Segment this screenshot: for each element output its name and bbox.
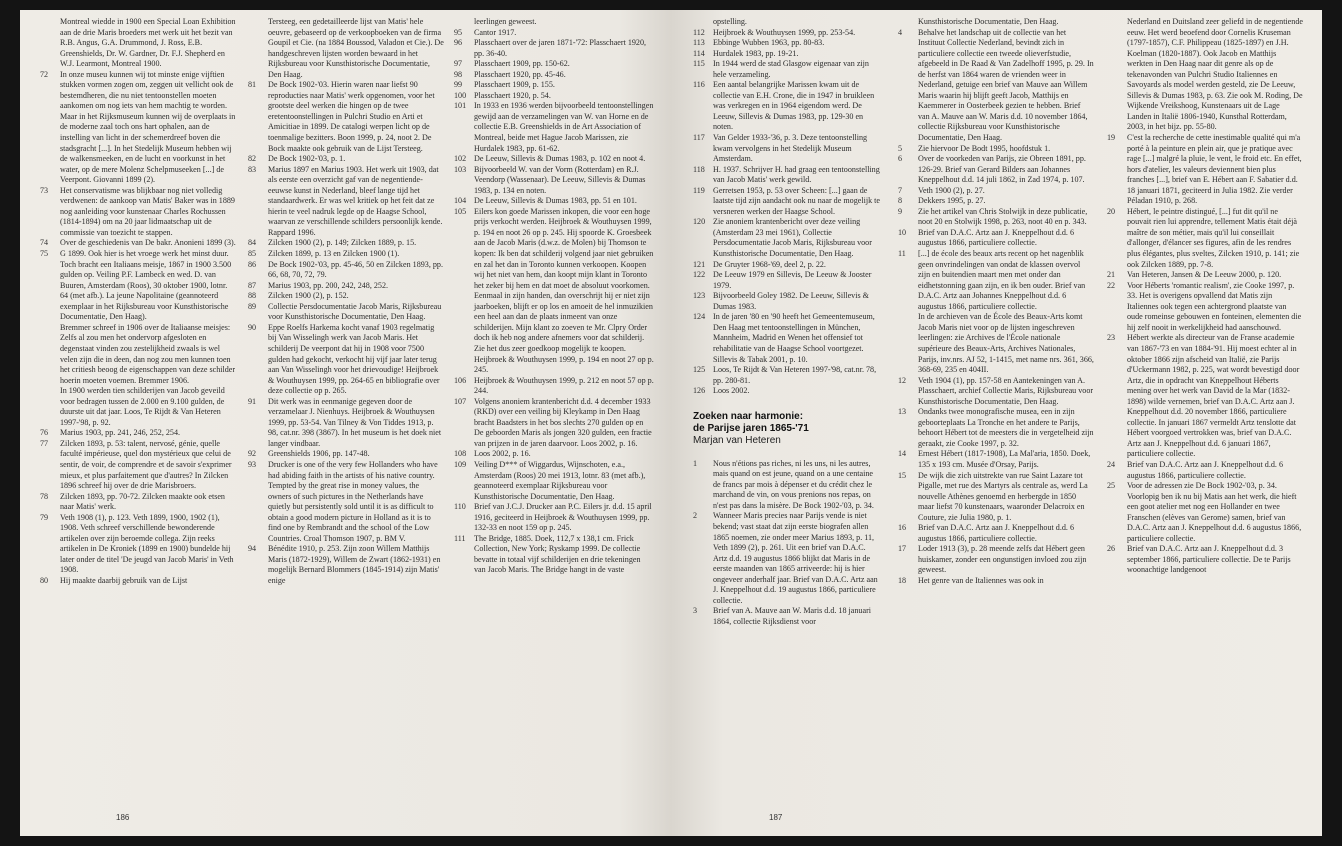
- footnote-text: De Bock 1902-'03, pp. 45-46, 50 en Zilcken 1893, pp. 66, 68, 70, 72, 79.: [268, 259, 443, 280]
- footnote-number: 111: [454, 533, 466, 543]
- footnote-number: 123: [693, 291, 706, 301]
- footnote-text: Over de geschiedenis van De bakr. Anonieni 1899 (3).: [60, 238, 236, 248]
- footnote: [248, 323, 444, 397]
- footnote-text: Heijbroek & Wouthuysen 1999, pp. 253-54.: [713, 27, 856, 37]
- footnote-text: Hébert, le peintre distingué, [...] fut dit qu'il ne pouvait rien lui apprendre, tellement Matis était déjà maître de son métier, mais qu'il lui conseillait d'allonger, d'élancer ses figures, afin de les rendres plus élégantes, plus sveltes, Zilcken 1910, p. 141; zie ook Zilcken 1889, pp. 7-8.: [1127, 206, 1300, 269]
- left-page: [20, 10, 671, 836]
- article-title-line-1: Zoeken naar harmonie:: [693, 410, 804, 422]
- footnote: [898, 407, 1094, 449]
- footnote: [248, 260, 444, 281]
- footnote-text: Marius 1903, pp. 200, 242, 248, 252.: [268, 280, 389, 290]
- footnote-text: Hurdalek 1983, pp. 19-21.: [713, 48, 799, 58]
- footnote-number: 124: [693, 312, 706, 322]
- footnote: [898, 196, 1094, 207]
- footnote: [248, 291, 444, 302]
- footnote-text: Loos, Te Rijdt & Van Heteren 1997-'98, cat.nr. 78, pp. 280-81.: [713, 365, 877, 385]
- footnote-number: 97: [454, 59, 463, 69]
- footnote: [898, 544, 1094, 576]
- footnote-number: 96: [454, 38, 463, 48]
- footnote: [40, 323, 236, 386]
- footnote-text: Volgens anoniem krantenbericht d.d. 4 december 1933 (RKD) over een veiling bij Kleykamp in Den Haag bracht Baadsters in het bos slechts 270 gulden op en De geboorden Maris als jongen 320 gulden, een fractie van prijzen in de jaren daarvoor. Loos 2002, p. 16.: [474, 396, 652, 448]
- footnote-text: Tersteeg, een gedetailleerde lijst van Matis' hele oeuvre, gebaseerd op de verkoopboeken van de firma Goupil et Cie. (na 1884 Boussod, Valadon et Cie.). De handgeschreven lijsten worden bewaard in het Rijksbureau voor Kunsthistorische Documentatie, Den Haag.: [268, 17, 444, 79]
- footnote-number: 77: [40, 438, 49, 448]
- footnote-number: 13: [898, 407, 907, 417]
- footnote-number: 73: [40, 185, 49, 195]
- footnote: [454, 80, 654, 91]
- footnote-number: 91: [248, 396, 257, 406]
- footnote: [454, 376, 654, 397]
- footnote-text: opstelling.: [713, 17, 747, 26]
- footnote-number: 126: [693, 386, 706, 396]
- footnote: [454, 460, 654, 502]
- footnote: [1107, 281, 1303, 334]
- footnote: [693, 49, 881, 60]
- notes-block-1: [693, 17, 881, 397]
- footnote-text: Van Heteren, Jansen & De Leeuw 2000, p. 120.: [1127, 270, 1282, 280]
- footnote-number: 2: [693, 511, 698, 521]
- footnote-number: 14: [898, 449, 907, 459]
- footnote: [248, 238, 444, 249]
- footnote-number: 5: [898, 143, 903, 153]
- footnote-text: Zilcken 1900 (2), p. 152.: [268, 291, 349, 301]
- footnote: [454, 207, 654, 376]
- footnote: [898, 144, 1094, 155]
- footnote-number: 116: [693, 80, 705, 90]
- footnote-text: Behalve het landschap uit de collectie van het Instituut Collectie Nederland, bevindt zich in particuliere collectie een tweede olieverfstudie, afgebeeld in De Raad & Van Zadelhoff 1995, p. 29. In de herfst van 1864 waren de vrienden weer in Nederland, getuige een brief van Mauve aan Willem Maris waarin hij blijft geeft Jacob, Matthijs en Kaemmerer in Oosterbeek gezien te hebben. Brief van A. Mauve aan W. Maris d.d. 10 november 1864, collectie Rijksbureau voor Kunsthistorische Documentatie, Den Haag.: [918, 27, 1094, 143]
- footnote-number: 10: [898, 227, 907, 237]
- footnote-text: H. 1937. Schrijver H. had graag een tentoonstelling van Jacob Matis' werk gewild.: [713, 164, 880, 185]
- right-page: [671, 10, 1322, 836]
- footnote-number: 108: [454, 449, 467, 459]
- footnote-text: C'est la recherche de cette inestimable qualité qui m'a porté à la peinture en plein air, que je pratique avec rage [...] malgré la pluie, le vent, le froid etc. En effet, hors d'atelier, les valeurs deviennent bien plus franches [...], brief van E. Hébert aan F. Sabatier d.d. 18 januari 1871, geciteerd in Julia 1982. Zie verder Péladan 1910, p. 268.: [1127, 133, 1302, 206]
- left-column-3: [454, 17, 654, 808]
- footnote-text: Eilers kon goede Marissen inkopen, die voor een hoge prijs verkocht werden. Heijbroek & Wouthuysen 1999, p. 194 en noot 26 op p. 245. Hij spoorde K. Groesbeek aan de Jacob Maris (d.w.z. de Molen) bij Thomson te kopen: Ik ben dat schilderij volgend jaar niet gebruiken en zal het dan in Toronto kunnen verkoopen. Koopen wij het niet van hem, dan koopt mijn klant in Toronto het zeker bij hem en dat moet de absoluut voorkomen. Eenmaal in zijn handen, dan overschrijt hij er niet zijn jaarboeken, blijft er op los en amoeit de hel inmuzikien een heel aan dan de plaats inmeent van onze schilderijen. Mijn klant zo zoeven te Mr. Clpry Order doch ik heb nog andere afnemers voor dat schilderij. Zie het dus zeer goedkoop mogelijk te koopen. Heijbroek & Wouthuysen 1999, p. 194 en noot 27 op p. 245.: [474, 206, 654, 375]
- footnote-text: Veth 1904 (1), pp. 157-58 en Aantekeningen van A. Plasschaert, archief Collectie Maris, Rijksbureau voor Kunsthistorische Documentatie, Den Haag.: [918, 375, 1094, 406]
- article-title-line-2: de Parijse jaren 1865-'71: [693, 422, 809, 434]
- footnote-number: 84: [248, 238, 257, 248]
- footnote: [693, 291, 881, 312]
- footnote: [693, 165, 881, 186]
- footnote-number: 115: [693, 59, 705, 69]
- footnote-text: Een aantal belangrijke Marissen kwam uit de collectie van E.H. Crone, die in 1947 in bruikleen was verkregen en in 1964 eigendom werd. De Leeuw, Sillevis & Dumas 1983, pp. 129-30 en noten.: [713, 80, 875, 132]
- footnote-number: 80: [40, 575, 49, 585]
- footnote: [693, 312, 881, 365]
- footnote-number: 105: [454, 206, 467, 216]
- footnote-text: Drucker is one of the very few Hollanders who have had abiding faith in the artists of his native country. Tempted by the great rise in money values, the owners of such pictures in the Netherlands have quietly but persistently sold until it is as difficult to obtain a good modern picture in Holland as it is to find one by Rembrandt and the school of the Low Countries. Croal Thomson 1907, p. BM V.: [268, 459, 438, 543]
- footnote-text: De Gruyter 1968-'69, deel 2, p. 22.: [713, 259, 826, 269]
- footnote-text: Ondanks twee monografische musea, een in zijn geboorteplaats La Tronche en het andere te Parijs, behoort Hébert tot de meesters die in vergetelheid zijn geraakt, zie Cooke 1997, p. 32.: [918, 407, 1094, 448]
- footnote-number: 118: [693, 164, 705, 174]
- footnote-number: 112: [693, 27, 705, 37]
- footnote-number: 16: [898, 523, 907, 533]
- footnote: [693, 186, 881, 218]
- footnote-text: De Bock 1902-'03. Hierin waren naar liefst 90 reproducties naar Matis' werk opgenomen, voor het grootste deel werken die hingen op de twee eretentoonstellingen in Pulchri Studio en Arti et Amicitiae in 1899. De catalogi werpen licht op de toenmalige bezitters. Boon 1999, p. 24, noot 2. De Bock maakte ook gebruik van de Lijst Tersteeg.: [268, 80, 435, 153]
- footnote: [454, 28, 654, 39]
- footnote: [693, 80, 881, 133]
- footnote: [248, 544, 444, 586]
- footnote: [693, 28, 881, 39]
- footnote-text: De Leeuw 1979 en Sillevis, De Leeuw & Jooster 1979.: [713, 270, 872, 290]
- footnote-text: Gerretsen 1953, p. 53 over Scheen: [...] gaan de laatste tijd zijn aandacht ook nu naar de mogelijk te versneren werken der Haagse School.: [713, 185, 880, 216]
- footnote-number: 101: [454, 101, 467, 111]
- footnote-text: Voor de adressen zie De Bock 1902-'03, p. 34. Voorlopig ben ik nu bij Matis aan het werk, die hieft een goot atelier met nog een Hollander en twee Franschen (elèves van Gerome) samen, brief van D.A.C. Artz aan J. Kneppelhout d.d. 6 augustus 1866, particuliere collectie.: [1127, 481, 1302, 543]
- footnote-number: 113: [693, 38, 705, 48]
- footnote-text: Plasschaert 1909, pp. 150-62.: [474, 59, 570, 69]
- footnote-text: In de jaren '80 en '90 heeft het Gemeentemuseum, Den Haag met tentoonstellingen in München, Mannheim, Madrid en Wenen het offensief tot rehabilitatie van de Haagse School voortgezet. Sillevis & Tabak 2001, p. 10.: [713, 312, 875, 364]
- footnote: [693, 365, 881, 386]
- footnote-number: 3: [693, 606, 698, 616]
- footnote-text: G 1899. Ook hier is het vroege werk het minst duur. Toch bracht een Italiaans meisje, 1867 in 1900 3.500 gulden op. Veiling P.F. Lambeck en wed. D. van Buuren, Amsterdam (Roos), 30 oktober 1900, lotnr. 64 (met afb.). La jeune Napolitaine (geannoteerd exemplaar in het Rijksbureau voor Kunsthistorische Documentatie, Den Haag).: [60, 249, 232, 322]
- footnote: [693, 606, 881, 627]
- footnote: [1107, 270, 1303, 281]
- footnote: [40, 249, 236, 323]
- footnote-text: Zilcken 1893, p. 53: talent, nervosé, génie, quelle faculté impérieuse, quel don mystérieux que celui de sentir, de voir, de comprendre et de savoir s'exprimer mieux, et plus parfaitement que d'autres? In Zilcken 1896 schreef hij over de drie Marisbroers.: [60, 438, 232, 491]
- footnote: [40, 238, 236, 249]
- footnote: [248, 302, 444, 323]
- right-column-1: [693, 17, 881, 808]
- footnote-text: Veiling D*** of Wiggardus, Wijnschoten, e.a., Amsterdam (Roos) 20 mei 1913, lotnr. 83 (met afb.), geannoteerd exemplaar Rijksbureau voor Kunsthistorische Documentatie, Den Haag.: [474, 459, 646, 501]
- footnote: [248, 17, 444, 80]
- footnote-number: 81: [248, 80, 257, 90]
- footnote-number: 103: [454, 164, 467, 174]
- footnote-number: 24: [1107, 459, 1116, 469]
- footnote: [898, 576, 1094, 587]
- footnote: [693, 386, 881, 397]
- footnote-number: 78: [40, 491, 49, 501]
- footnote-number: 88: [248, 291, 257, 301]
- footnote: [454, 59, 654, 70]
- right-column-3: [1107, 17, 1303, 808]
- footnote: [693, 38, 881, 49]
- footnote: [693, 17, 881, 28]
- footnote: [248, 460, 444, 544]
- footnote: [1107, 333, 1303, 460]
- footnote-number: 11: [898, 249, 906, 259]
- footnote: [898, 186, 1094, 197]
- footnote: [693, 260, 881, 271]
- footnote-number: 125: [693, 365, 706, 375]
- footnote-number: 120: [693, 217, 706, 227]
- footnote-text: Brief van D.A.C. Artz aan J. Kneppelhout d.d. 6 augustus 1866, particuliere collectie.: [918, 227, 1074, 248]
- footnote: [454, 534, 654, 576]
- footnote: [40, 492, 236, 513]
- footnote-text: Zilcken 1893, pp. 70-72. Zilcken maakte ook etsen naar Matis' werk.: [60, 491, 225, 512]
- footnote-text: Marius 1903, pp. 241, 246, 252, 254.: [60, 428, 181, 438]
- footnote-number: 1: [693, 458, 698, 468]
- footnote-number: 87: [248, 280, 257, 290]
- footnote-number: 90: [248, 322, 257, 332]
- footnote-number: 104: [454, 196, 467, 206]
- footnote-number: 9: [898, 206, 903, 216]
- footnote-text: Brief van A. Mauve aan W. Maris d.d. 18 januari 1864, collectie Rijksdienst voor: [713, 606, 872, 626]
- footnote: [898, 249, 1094, 312]
- footnote: [693, 511, 881, 606]
- footnote-number: 102: [454, 154, 467, 164]
- left-column-2: [248, 17, 444, 808]
- footnote-number: 93: [248, 459, 257, 469]
- footnote: [40, 428, 236, 439]
- footnote: [898, 28, 1094, 144]
- footnote: [248, 449, 444, 460]
- footnote-text: Bijvoorbeeld Goley 1982. De Leeuw, Sillevis & Dumas 1983.: [713, 291, 869, 311]
- footnote-number: 22: [1107, 280, 1116, 290]
- footnote: [248, 249, 444, 260]
- footnote-number: 21: [1107, 270, 1116, 280]
- footnote: [693, 133, 881, 165]
- footnote-number: 109: [454, 459, 467, 469]
- footnote-number: 6: [898, 154, 903, 164]
- footnote-number: 12: [898, 375, 907, 385]
- footnote-text: leerlingen geweest.: [474, 17, 537, 26]
- footnote-text: Hébert werkte als directeur van de Franse academie van 1867-'73 en van 1884-'91. Hij moest echter al in oktober 1866 zijn afscheid van Italië, zie Parijs d'Uckermann 1982, p. 225, wat wordt bevestigd door Artz, die in opdracht van Kneppelhout Héberts mening over het werk van David de la Mar (1832-1898) wilde vernemen, brief van D.A.C. Artz aan J. Kneppelhout d.d. 20 november 1866, particuliere collectie. In januari 1867 vermeldt Artz tenslotte dat Hébert voorgoed vertrokken was, brief van D.A.C. Artz aan J. Kneppelhout d.d. 6 januari 1867, particuliere collectie.: [1127, 333, 1300, 459]
- footnote-text: De Leeuw, Sillevis & Dumas 1983, p. 102 en noot 4.: [474, 154, 646, 164]
- footnote: [454, 101, 654, 154]
- footnote-text: Cantor 1917.: [474, 27, 517, 37]
- footnote-number: 79: [40, 512, 49, 522]
- footnote-text: Bremmer schreef in 1906 over de Italiaanse meisjes: Zelfs al zou men het ondervorp afgesloten en degenstaat vinden zou zestelijkheid zwaals is wel velen zijn die in deen, dan nog zou men kunnen toen het critiesh beoog de eigenschappen van deze schilder hoerin moeten voemen. Bremmer 1906.: [60, 322, 236, 385]
- footnote: [248, 281, 444, 292]
- footnote: [454, 91, 654, 102]
- footnote-text: Brief van D.A.C. Artz aan J. Kneppelhout d.d. 6 augustus 1866, particuliere collectie.: [1127, 459, 1283, 480]
- footnote-text: Veth 1900 (2), p. 27.: [918, 185, 985, 195]
- footnote: [454, 502, 654, 534]
- footnote-number: 19: [1107, 133, 1116, 143]
- footnote-text: In 1900 werden tien schilderijen van Jacob geveild voor bedragen tussen de 2.000 en 9.100 gulden, de duurste uit dat jaar. Loos, Te Rijdt & Van Heteren 1997-'98, p. 92.: [60, 386, 225, 427]
- footnote-number: 95: [454, 27, 463, 37]
- book-spread: [20, 10, 1322, 836]
- notes-block-2: [693, 459, 881, 628]
- footnote-text: Plasschaert 1920, p. 54.: [474, 90, 551, 100]
- footnote: [454, 38, 654, 59]
- footnote: [454, 397, 654, 450]
- footnote-text: Brief van D.A.C. Artz aan J. Kneppelhout d.d. 6 augustus 1866, particuliere collectie.: [918, 523, 1074, 543]
- footnote: [40, 186, 236, 239]
- footnote-number: 72: [40, 69, 49, 79]
- footnote-number: 75: [40, 249, 49, 259]
- footnote-text: Nous n'étions pas riches, ni les uns, ni les autres, mais quand on est jeune, quand on a une centaine de francs par mois à dépenser et du crédit chez le marchand de vin, on vous prenions nos repas, on n'est pas dans la misère. De Bock 1902-'03, p. 34.: [713, 458, 874, 510]
- footnote-text: Zilcken 1899, p. 13 en Zilcken 1900 (1).: [268, 249, 400, 259]
- footnote: [454, 154, 654, 165]
- footnote-text: Plasschaert 1920, pp. 45-46.: [474, 69, 566, 79]
- footnote-text: Zie het artikel van Chris Stolwijk in deze publicatie, noot 20 en Stolwijk 1998, p. 263, noot 40 en p. 343.: [918, 206, 1088, 227]
- footnote: [1107, 133, 1303, 207]
- footnote-text: Loder 1913 (3), p. 28 meende zelfs dat Hébert geen huiskamer, zonder een ongunstigen invloed zou zijn geweest.: [918, 544, 1087, 575]
- footnote-number: 121: [693, 259, 706, 269]
- footnote: [248, 80, 444, 154]
- footnote-text: Dekkers 1995, p. 27.: [918, 196, 986, 206]
- footnote-text: In onze museu kunnen wij tot minste enige vijftien stukken vormen zogen om, zeggen uit vellicht ook de bestemdheren, die nu niet tentoonstellen moeten aankomen om nog iets van hem machtig te worden. Maar in het Rijksmuseum kunnen wij de overplaats in de moderne zaal toch ons hart ophalen, aan de instelling van licht in der schemerdreef boven die stadsgracht [...]. In het Stedelijk Museum hebben wij de walkensmeeken, en de lucht en voorkunst in het water, op de mere Molenz Schelpmuseeken [...] de Veerpont. Giovanni 1899 (2).: [60, 69, 236, 185]
- footnote-number: 17: [898, 544, 907, 554]
- footnote-number: 8: [898, 196, 903, 206]
- footnote-text: The Bridge, 1885. Doek, 112,7 x 138,1 cm. Frick Collection, New York; Ryskamp 1999. De collectie bevatte in totaal vijf schilderijen en drie tekeningen van Jacob Maris. The Bridge hangt in de vaste: [474, 533, 641, 575]
- footnote-text: Wanneer Maris precies naar Parijs vende is niet bekend; vast staat dat zijn eerste biografen allen 1865 noemen, zie onder meer Marius 1893, p. 11, Veth 1899 (2), p. 261. Uit een brief van D.A.C. Artz d.d. 19 augustus 1866 blijkt dat Maris in de eerste maanden van 1865 arriveerde: hij is hier ongeveer anderhalf jaar. Brief van D.A.C. Artz aan J. Kneppelhout d.d. 19 augustus 1866, particuliere collectie.: [713, 511, 878, 605]
- footnote: [40, 439, 236, 492]
- footnote: [898, 154, 1094, 186]
- page-number-left: 186: [116, 813, 130, 822]
- footnote-text: In 1944 werd de stad Glasgow eigenaar van zijn hele verzameling.: [713, 59, 869, 79]
- footnote-number: 117: [693, 133, 705, 143]
- footnote: [1107, 207, 1303, 270]
- footnote-number: 119: [693, 185, 705, 195]
- footnote: [693, 217, 881, 259]
- footnote: [454, 449, 654, 460]
- article-title: [693, 411, 881, 435]
- footnote: [454, 196, 654, 207]
- footnote-text: Loos 2002, p. 16.: [474, 449, 531, 459]
- footnote-text: Nederland en Duitsland zeer geliefd in de negentiende eeuw. Het werd beoefend door Cornelis Kruseman (1797-1857), C.F. Philippeau (1825-1897) en J.H. Koelman (1820-1887). Ook Jacob en Matthijs werkten in Den Haag naar dit genre als op de tekenavonden van Pulchri Studio Italiennes en Savoyards als model werden gesteld, zie De Leeuw, Sillevis & Dumas 1983, p. 63. Zie ook M. Roding, De Wijkende Vreikshoog, Kunstenaars uit de Lage Landen in Italië 1806-1940, Kunsthal Rotterdam, 2003, in het bijz. pp. 55-80.: [1127, 17, 1303, 132]
- footnote: [248, 154, 444, 165]
- footnote: [898, 17, 1094, 28]
- footnote-text: Plasschaert over de jaren 1871-'72: Plasschaert 1920, pp. 36-40.: [474, 38, 647, 58]
- footnote-text: Marius 1897 en Marius 1903. Het werk uit 1903, dat als eerste een overzicht gaf van de negentiende-eeuwse kunst in Nederland, bleef lange tijd het standaardwerk. Er was wel kritiek op het feit dat ze hierin te veel nadruk legde op de Haagse School, waarvan ze verschillende schilders persoonlijk kende. Rappard 1996.: [268, 164, 443, 237]
- footnote-text: De Bock 1902-'03, p. 1.: [268, 154, 346, 164]
- right-column-2: [898, 17, 1094, 808]
- footnote: [1107, 481, 1303, 544]
- footnote-number: 83: [248, 164, 257, 174]
- footnote-text: Van Gelder 1933-'36, p. 3. Deze tentoonstelling kwam vervolgens in het Stedelijk Museum Amsterdam.: [713, 133, 868, 164]
- footnote: [248, 397, 444, 450]
- footnote-text: De wijk die zich uitstrekte van rue Saint Lazare tot Pigalle, met rue des Martyrs als centrale as, werd La nouvelle Athènes genoemd en herbergde in 1850 maar liefst 70 kunstenaars, waaronder Delacroix en Couture, zie Julia 1980, p. 1.: [918, 470, 1088, 522]
- footnote-number: 106: [454, 375, 467, 385]
- footnote-number: 114: [693, 48, 705, 58]
- footnote: [40, 386, 236, 428]
- footnote: [898, 312, 1094, 375]
- footnote-number: 98: [454, 69, 463, 79]
- footnote: [454, 165, 654, 197]
- footnote-text: Montreal wiedde in 1900 een Special Loan Exhibition aan de drie Maris broeders met werk uit het bezit van R.B. Angus, G.A. Drummond, J. Ross, E.B. Greenshields, Dr. W. Gardner, Dr. F.J. Shepherd en W.J. Learmont, Montreal 1900.: [60, 17, 236, 69]
- footnote-number: 15: [898, 470, 907, 480]
- footnote-text: Eppe Roelfs Harkema kocht vanaf 1903 regelmatig bij Van Wisselingh werk van Jacob Maris. Het schilderij De veerpont dat hij in 1908 voor 7500 gulden had gekocht, verkocht hij vijf jaar later terug aan Van Wisselingh voor het drievoudige! Heijbroek & Wouthuysen 1999, pp. 264-65 en bibliografie over deze collectie op p. 265.: [268, 322, 440, 396]
- footnote-text: Brief van J.C.J. Drucker aan P.C. Eilers jr. d.d. 15 april 1916, geciteerd in Heijbroek & Wouthuysen 1999, pp. 132-33 en noot 159 op p. 245.: [474, 502, 652, 533]
- footnote-number: 82: [248, 154, 257, 164]
- footnote-number: 20: [1107, 206, 1116, 216]
- footnote-text: Dit werk was in eenmanige gegeven door de verzamelaar J. Nienhuys. Heijbroek & Wouthuysen 1999, pp. 53-54. Van Tilney & Von Tiddes 1913, p. 98, cat.nr. 398 (3867). In het museum is het doek niet langer vindbaar.: [268, 396, 442, 448]
- article-author: Marjan van Heteren: [693, 434, 781, 446]
- footnote: [693, 270, 881, 291]
- footnote-number: 94: [248, 544, 257, 554]
- footnote-text: Greenshields 1906, pp. 147-48.: [268, 449, 370, 459]
- footnote: [454, 70, 654, 81]
- footnote-text: Bénédite 1910, p. 253. Zijn zoon Willem Matthijs Maris (1872-1929), Willem de Zwart (1862-1931) en mogelijk Bernard Blommers (1845-1914) zijn Matis' enige: [268, 544, 441, 585]
- footnote-text: Bijvoorbeeld W. van der Vorm (Rotterdam) en R.J. Veendorp (Wassenaar). De Leeuw, Sillevis & Dumas 1983, p. 134 en noten.: [474, 164, 646, 195]
- footnote-number: 76: [40, 428, 49, 438]
- footnote-text: Veth 1908 (1), p. 123. Veth 1899, 1900, 1902 (1), 1908. Veth schreef verschillende bewonderende artikelen over zijn beroemde collega. Zijn reeks artikelen in De Kroniek (1899 en 1900) bundelde hij later onder de titel 'De jeugd van Jacob Maris' in Veth 1908.: [60, 512, 234, 575]
- footnote-number: 110: [454, 502, 466, 512]
- footnote-text: Zilcken 1900 (2), p. 149; Zilcken 1889, p. 15.: [268, 238, 417, 248]
- footnote: [40, 513, 236, 576]
- footnote-text: Brief van D.A.C. Artz aan J. Kneppelhout d.d. 3 september 1866, particuliere collectie. De te Parijs woonachtige landgenoot: [1127, 544, 1291, 575]
- footnote-text: Hij maakte daarbij gebruik van de Lijst: [60, 575, 188, 585]
- footnote-number: 100: [454, 90, 467, 100]
- footnote-number: 26: [1107, 544, 1116, 554]
- footnote: [40, 576, 236, 587]
- footnote-number: 89: [248, 301, 257, 311]
- footnote: [1107, 460, 1303, 481]
- footnote-text: De Leeuw, Sillevis & Dumas 1983, pp. 51 en 101.: [474, 196, 637, 206]
- footnote-text: Zie hiervoor De Bodt 1995, hoofdstuk 1.: [918, 143, 1051, 153]
- footnote-text: Ebbinge Wubben 1963, pp. 80-83.: [713, 38, 825, 48]
- footnote-number: 107: [454, 396, 467, 406]
- footnote: [40, 17, 236, 70]
- footnote-number: 25: [1107, 481, 1116, 491]
- footnote: [248, 165, 444, 239]
- footnote: [898, 449, 1094, 470]
- footnote-number: 122: [693, 270, 706, 280]
- footnote-number: 99: [454, 80, 463, 90]
- footnote: [454, 17, 654, 28]
- footnote-number: 18: [898, 575, 907, 585]
- footnote-number: 4: [898, 27, 903, 37]
- footnote-text: Loos 2002.: [713, 386, 750, 396]
- footnote-text: Ernest Hébert (1817-1908), La Mal'aria, 1850. Doek, 135 x 193 cm. Musée d'Orsay, Parijs.: [918, 449, 1091, 469]
- footnote-number: 85: [248, 249, 257, 259]
- footnote-number: 92: [248, 449, 257, 459]
- footnote-text: Kunsthistorische Documentatie, Den Haag.: [918, 17, 1059, 26]
- left-column-1: [40, 17, 236, 808]
- footnote-text: Collectie Persdocumentatie Jacob Maris, Rijksbureau voor Kunsthistorische Documentatie, Den Haag.: [268, 301, 442, 322]
- footnote: [898, 228, 1094, 249]
- footnote-text: In 1933 en 1936 werden bijvoorbeeld tentoonstellingen gewijd aan de verzamelingen van W. van Horne en de collectie E.B. Greenshields in de Art Association of Montreal, beide met Hague Jacob Marissen, zie Hurdalek 1983, pp. 61-62.: [474, 101, 654, 153]
- footnote: [693, 459, 881, 512]
- footnote-number: 74: [40, 238, 49, 248]
- footnote-number: 86: [248, 259, 257, 269]
- footnote: [898, 471, 1094, 524]
- footnote-number: 23: [1107, 333, 1116, 343]
- footnote-text: Plasschaert 1909, p. 155.: [474, 80, 555, 90]
- footnote: [693, 59, 881, 80]
- footnote-text: Heijbroek & Wouthuysen 1999, p. 212 en noot 57 op p. 244.: [474, 375, 654, 396]
- footnote-text: [...] de école des beaux arts recent op het nagenblik geen onvrindelingen van ondat de klassen overvol zijn en buitendien maart men met onder dan eidhetstonning gaan zijn, en ik ben ouder. Brief van D.A.C. Artz aan Johannes Kneppelhout d.d. 6 augustus 1866, particuliere collectie.: [918, 249, 1086, 311]
- footnote-text: In de archieven van de École des Beaux-Arts komt Jacob Maris niet voor op de lijsten ingeschreven leerlingen: zie Archives de l'École nationale supérieure des Beaux-Arts, Archives Nationales, Parijs, inv.nrs. AJ 52, 1-1415, met name nrs. 361, 366, 368-69, 235 en 404II.: [918, 312, 1094, 375]
- footnote-text: Zie anoniem krantenbericht over deze veiling (Amsterdam 23 mei 1961), Collectie Persdocumentatie Jacob Maris, Rijksbureau voor Kunsthistorische Documentatie, Den Haag.: [713, 217, 872, 259]
- footnote: [1107, 17, 1303, 133]
- footnote-text: Over de voorkeden van Parijs, zie Obreen 1891, pp. 126-29. Brief van Gerard Bilders aan Johannes Kneppelhout d.d. 14 juli 1862, in Zad 1974, p. 107.: [918, 154, 1086, 185]
- footnote: [898, 207, 1094, 228]
- footnote-text: Voor Héberts 'romantic realism', zie Cooke 1997, p. 33. Het is overigens opvallend dat Matis zijn Italiennes ook tegen een achtergrond plaatste van oude romeinse gebouwen en fonteinen, elementen die hij zelf nooit in werkelijkheid had aanschouwd.: [1127, 280, 1302, 332]
- page-number-right: 187: [769, 813, 783, 822]
- footnote: [898, 523, 1094, 544]
- footnote: [898, 376, 1094, 408]
- footnote-number: 7: [898, 185, 903, 195]
- footnote: [40, 70, 236, 186]
- footnote-text: Het conservatisme was blijkbaar nog niet volledig verdwenen: de aankoop van Matis' Baker was in 1889 nog aanleiding voor kunstenaar Charles Rochussen (1814-1894) om na 20 jaar lidmaatschap uit de commissie van toezicht te stappen.: [60, 185, 235, 237]
- footnote-text: Het genre van de Italiennes was ook in: [918, 575, 1044, 585]
- footnote: [1107, 544, 1303, 576]
